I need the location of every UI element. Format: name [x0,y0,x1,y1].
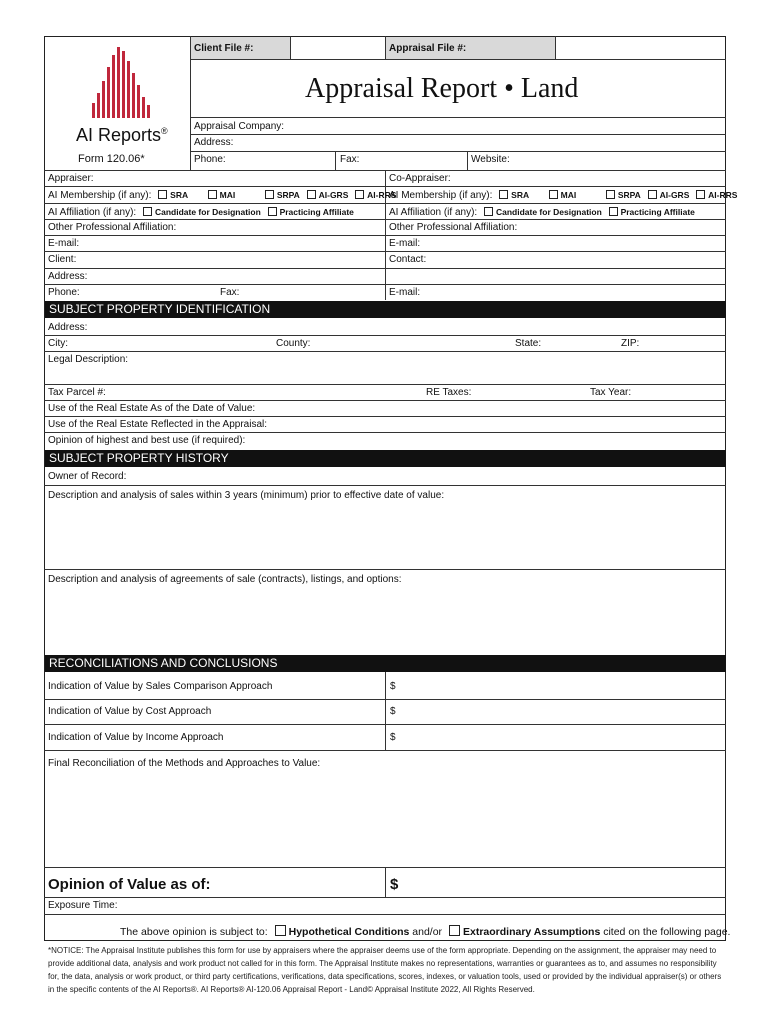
page-title: Appraisal Report • Land [305,73,579,104]
checkbox-sra[interactable] [158,190,167,199]
form-number: Form 120.06* [78,153,145,165]
co-checkbox-candidate[interactable] [484,207,493,216]
client-phone-label: Phone: [48,287,80,298]
logo-text: AI Reports® [76,125,168,145]
exposure-time-label: Exposure Time: [48,900,118,911]
client-fax-label: Fax: [220,287,240,298]
checkbox-practicing[interactable] [268,207,277,216]
client-email-label: E-mail: [389,287,421,298]
co-checkbox-srpa[interactable] [606,190,615,199]
co-checkbox-sra[interactable] [499,190,508,199]
checkbox-mai[interactable] [208,190,217,199]
email-left: E-mail: [48,238,80,249]
use-as-of-label: Use of the Real Estate As of the Date of Value: [48,403,256,414]
client-file-label: Client File #: [194,43,254,54]
appraiser-label: Appraiser: [48,173,94,184]
affiliation-row-left: AI Affiliation (if any): Candidate for Designation Practicing Affiliate [48,207,354,218]
membership-row-left: AI Membership (if any): SRA MAI SRPA AI-GRS AI-RRS [48,190,397,201]
checkbox-hypothetical[interactable] [275,925,286,936]
income-approach-dollar[interactable]: $ [390,732,396,743]
email-right: E-mail: [389,238,421,249]
income-approach-label: Indication of Value by Income Approach [48,732,224,743]
other-affiliation-right: Other Professional Affiliation: [389,222,518,233]
subject-history-heading: SUBJECT PROPERTY HISTORY [45,450,726,467]
subject-identification-heading: SUBJECT PROPERTY IDENTIFICATION [45,301,726,318]
final-reconciliation-textarea[interactable] [46,771,724,866]
checkbox-ai-rrs[interactable] [355,190,364,199]
affiliation-row-right: AI Affiliation (if any): Candidate for Designation Practicing Affiliate [389,207,695,218]
other-affiliation-left: Other Professional Affiliation: [48,222,177,233]
subject-city-label: City: [48,338,68,349]
tax-year-label: Tax Year: [590,387,632,398]
hbu-label: Opinion of highest and best use (if required): [48,435,246,446]
appraisal-file-input[interactable] [556,38,724,58]
notice-text: *NOTICE: The Appraisal Institute publishes this form for use by appraisers where the appraiser deems use of the form appropriate. Depending on the assignment, the appraiser may need to provide additional data, analysis and work product not called for in this form. The Appraisal Institute makes no representations, warranties or guarantees as to, and assumes no responsibility for, the data, analysis or work product, or third party certifications, verifications, data specifications, scores, indexes, or valuation tools, used or provided by the individual appraiser(s) or others in the specific contents of the AI Reports®. AI Reports® AI-120.06 Appraisal Report - Land© Appraisal Institute 2022, All Rights Reserved. [48,946,722,994]
subject-to-row: The above opinion is subject to: Hypothetical Conditions and/or Extraordinary Assumptions cited on the following page. [120,926,731,938]
co-checkbox-practicing[interactable] [609,207,618,216]
sales-history-textarea[interactable] [46,503,724,567]
co-checkbox-mai[interactable] [549,190,558,199]
checkbox-extraordinary[interactable] [449,925,460,936]
cost-approach-dollar[interactable]: $ [390,706,396,717]
opinion-of-value-dollar[interactable]: $ [390,876,399,893]
co-appraiser-label: Co-Appraiser: [389,173,451,184]
legal-description-label: Legal Description: [48,354,129,365]
co-checkbox-ai-rrs[interactable] [696,190,705,199]
client-file-input[interactable] [291,38,384,58]
subject-state-label: State: [515,338,542,349]
cost-approach-label: Indication of Value by Cost Approach [48,706,212,717]
agreements-textarea[interactable] [46,587,724,652]
owner-of-record-label: Owner of Record: [48,471,127,482]
contact-label: Contact: [389,254,427,265]
sales-comparison-label: Indication of Value by Sales Comparison Approach [48,681,273,692]
client-address-label: Address: [48,271,88,282]
agreements-label: Description and analysis of agreements of sale (contracts), listings, and options: [48,574,402,585]
tax-parcel-label: Tax Parcel #: [48,387,106,398]
membership-row-right: AI Membership (if any): SRA MAI SRPA AI-GRS AI-RRS [389,190,738,201]
company-address-label: Address: [194,137,234,148]
re-taxes-label: RE Taxes: [426,387,472,398]
ai-reports-logo [82,45,162,120]
sales-comparison-dollar[interactable]: $ [390,681,396,692]
company-website-label: Website: [471,154,510,165]
subject-address-label: Address: [48,322,88,333]
client-label: Client: [48,254,77,265]
company-phone-label: Phone: [194,154,226,165]
co-checkbox-ai-grs[interactable] [648,190,657,199]
reconciliation-heading: RECONCILIATIONS AND CONCLUSIONS [45,655,726,672]
subject-county-label: County: [276,338,311,349]
company-label: Appraisal Company: [194,121,285,132]
appraisal-file-label: Appraisal File #: [389,43,467,54]
checkbox-candidate[interactable] [143,207,152,216]
checkbox-ai-grs[interactable] [307,190,316,199]
sales-history-label: Description and analysis of sales within 3 years (minimum) prior to effective date of value: [48,490,445,501]
checkbox-srpa[interactable] [265,190,274,199]
use-reflected-label: Use of the Real Estate Reflected in the Appraisal: [48,419,268,430]
opinion-of-value-label: Opinion of Value as of: [48,876,211,893]
company-fax-label: Fax: [340,154,360,165]
final-reconciliation-label: Final Reconciliation of the Methods and Approaches to Value: [48,758,321,769]
subject-zip-label: ZIP: [621,338,640,349]
